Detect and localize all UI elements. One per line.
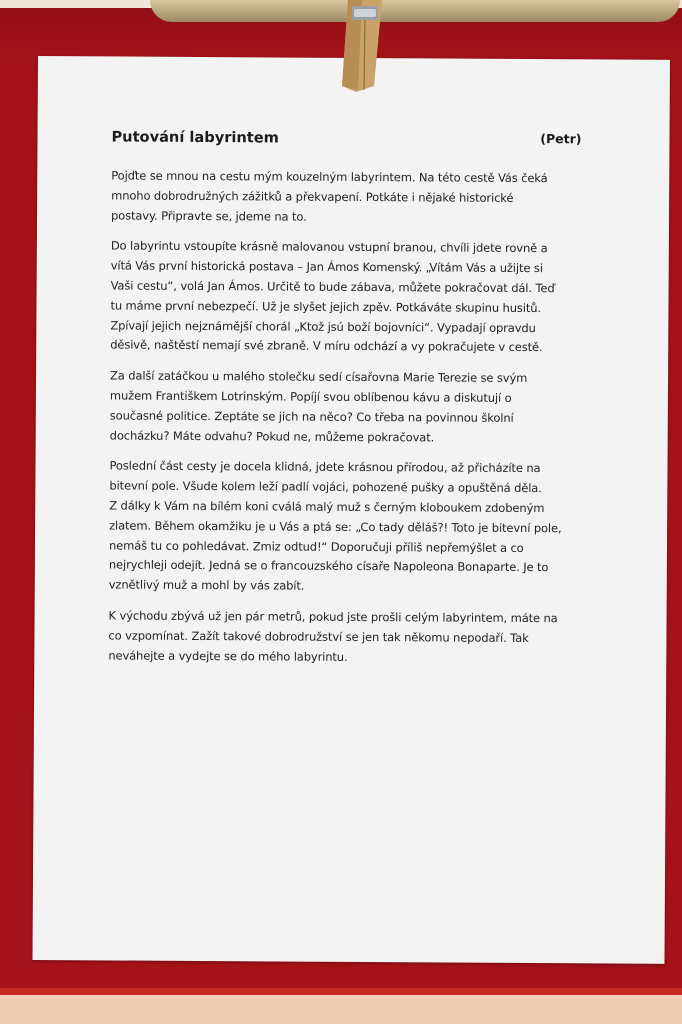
- document-title: Putování labyrintem: [111, 128, 279, 147]
- paragraph-line: Pojďte se mnou na cestu mým kouzelným labyrintem. Na této cestě Vás čeká: [111, 168, 548, 186]
- paragraph-line: neváhejte a vydejte se do mého labyrintu.: [108, 647, 348, 664]
- paragraph: [110, 367, 580, 449]
- paragraph-line: co vzpomínat. Zažít takové dobrodružství se jen tak někomu nepodaří. Tak: [108, 628, 529, 645]
- paragraph-line: mužem Františkem Lotrinským. Popíjí svou oblíbenou kávu a diskutují o: [109, 388, 512, 405]
- paragraph-line: nejrychleji odejít. Jedná se o francouzského císaře Napoleona Bonaparte. Je to: [108, 557, 549, 575]
- document-body: [108, 166, 581, 679]
- paragraph: [109, 457, 580, 598]
- paragraph-line: mnoho dobrodružných zážitků a překvapení. Potkáte i nějaké historické: [111, 188, 514, 205]
- header-row: [111, 128, 581, 157]
- paragraph-line: současné politice. Zeptáte se jich na něco? Co třeba na povinnou školní: [109, 408, 514, 425]
- paper-sheet: [32, 56, 670, 964]
- paragraph-line: Za další zatáčkou u malého stolečku sedí císařovna Marie Terezie se svým: [110, 368, 528, 386]
- paragraph-line: Vaši cestu“, volá Jan Ámos. Určitě to bude zábava, můžete pokračovat dál. Teď: [110, 278, 555, 296]
- paragraph-line: Do labyrintu vstoupíte krásně malovanou vstupní branou, chvíli jdete rovně a: [110, 238, 548, 256]
- paragraph-line: Zpívají jejich nejznámější chorál „Ktož jsú boží bojovníci“. Vypadají opravdu: [110, 318, 536, 335]
- paragraph: [111, 166, 581, 228]
- hanging-string: [150, 0, 680, 22]
- paragraph-line: děsivě, naštěstí nemají své zbraně. V míru odchází a vy pokračujete v cestě.: [110, 337, 543, 355]
- paragraph-line: vznětlivý muž a mohl by vás zabít.: [108, 577, 305, 593]
- paragraph-line: Z dálky k Vám na bílém koni cválá malý muž s černým kloboukem zdobeným: [109, 498, 545, 516]
- paragraph-line: zlatem. Během okamžiku je u Vás a ptá se: „Co tady děláš?! Toto je bitevní pole,: [109, 518, 562, 535]
- wall-bottom-strip: [0, 995, 682, 1024]
- paragraph-line: tu máme první nebezpečí. Už je slyšet jejich zpěv. Potkáváte skupinu husitů.: [110, 298, 542, 315]
- paragraph-line: Poslední část cesty je docela klidná, jdete krásnou přírodou, až přicházíte na: [109, 458, 541, 476]
- paragraph-line: vítá Vás první historická postava – Jan Ámos Komenský. „Vítám Vás a užijte si: [110, 258, 543, 276]
- paragraph-line: postavy. Připravte se, jdeme na to.: [110, 208, 307, 224]
- document-author: (Petr): [540, 131, 582, 147]
- clothespin-icon: [338, 0, 390, 96]
- paragraph-line: docházku? Máte odvahu? Pokud ne, můžeme pokračovat.: [109, 428, 435, 444]
- paragraph-line: K východu zbývá už jen pár metrů, pokud jste prošli celým labyrintem, máte na: [108, 608, 558, 626]
- paragraph-line: bitevní pole. Všude kolem leží padlí vojáci, pohozené pušky a opuštěná děla.: [109, 478, 542, 496]
- paragraph-line: nemáš tu co pohledávat. Zmiz odtud!“ Doporučuji příliš nepřemýšlet a co: [108, 537, 524, 555]
- paragraph: [108, 606, 578, 668]
- paragraph: [110, 237, 581, 359]
